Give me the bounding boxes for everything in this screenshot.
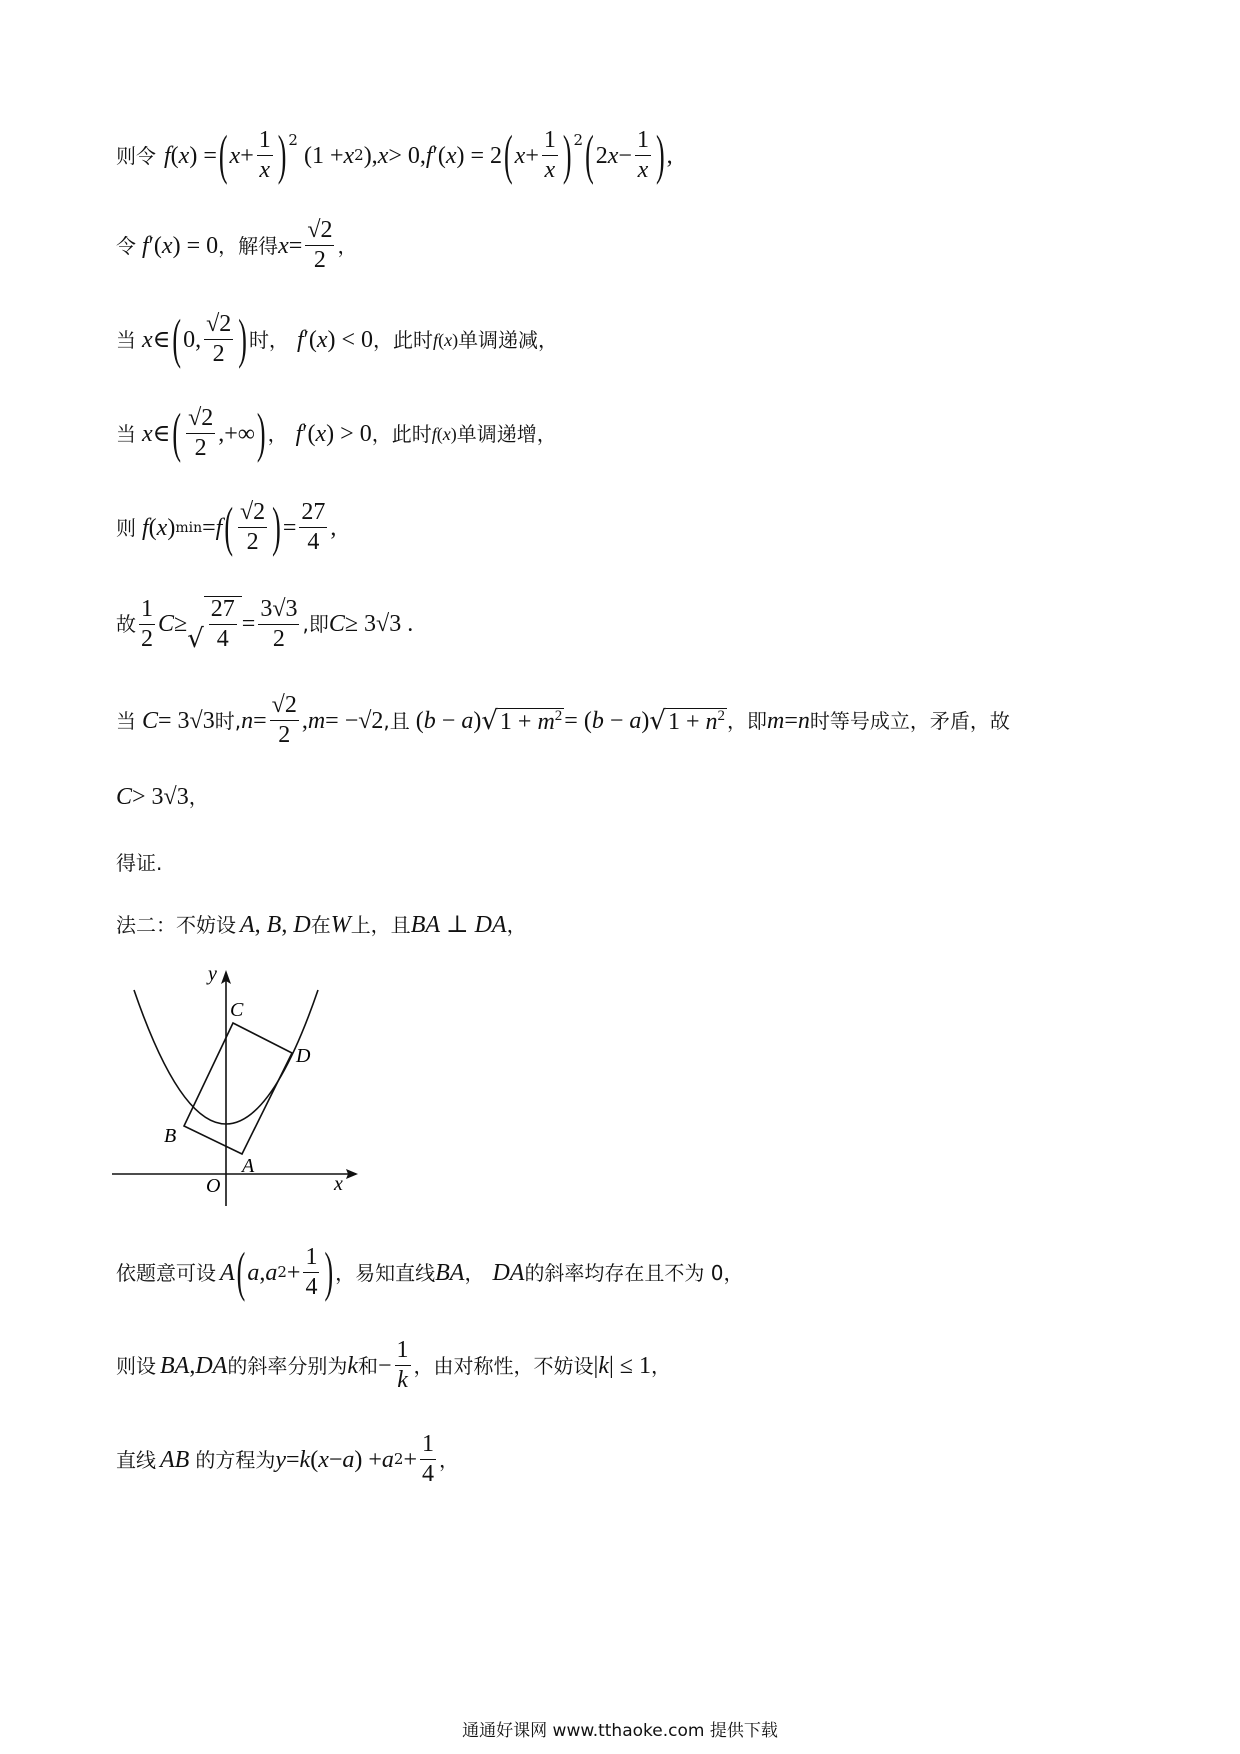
math: ) = 0 bbox=[172, 232, 219, 259]
math: = −√2 bbox=[325, 707, 384, 734]
math: A bbox=[220, 1259, 235, 1286]
math: 2 bbox=[595, 142, 608, 169]
text: ，即 bbox=[726, 708, 767, 733]
math: ,+∞ bbox=[218, 420, 255, 447]
text: 令 bbox=[116, 233, 136, 258]
fraction: $\frac{1}{4}$ bbox=[422, 1431, 435, 1488]
math: f bbox=[296, 326, 304, 353]
math: > 0, bbox=[388, 142, 426, 169]
fraction: $\frac{1}{x}$ bbox=[258, 127, 271, 184]
math: y bbox=[275, 1446, 286, 1473]
text: ， bbox=[439, 1447, 460, 1472]
paren: ( bbox=[236, 1241, 246, 1303]
math: f bbox=[215, 514, 223, 541]
math: n bbox=[241, 707, 254, 734]
text: ，此时 bbox=[371, 421, 432, 446]
math: 2 bbox=[573, 131, 584, 150]
text: 则设 bbox=[116, 1353, 156, 1378]
math: x bbox=[142, 326, 153, 353]
math: |k| ≤ 1 bbox=[593, 1352, 651, 1379]
math: ) = 2 bbox=[456, 142, 502, 169]
fraction: $\frac{1}{k}$ bbox=[396, 1337, 409, 1394]
line-8 bbox=[116, 785, 209, 809]
text: 当 bbox=[116, 421, 136, 446]
paren: ( bbox=[218, 124, 228, 186]
text: ,且 bbox=[383, 708, 410, 733]
math: − bbox=[377, 1352, 392, 1379]
math: 2 bbox=[288, 131, 298, 150]
text: ,即 bbox=[302, 612, 329, 637]
label-d: D bbox=[296, 1045, 311, 1067]
math: ≥ 3√3 . bbox=[344, 611, 414, 638]
math: m bbox=[766, 707, 785, 734]
math: − bbox=[618, 142, 632, 169]
line-5 bbox=[116, 496, 337, 558]
paren: ( bbox=[172, 308, 182, 370]
fraction: $\frac{27}{4}$ bbox=[301, 499, 326, 556]
math: x bbox=[142, 420, 153, 447]
page-footer: 通通好课网 www.tthaoke.com 提供下载 bbox=[462, 1721, 778, 1741]
fraction: $\frac{3√3}{2}$ bbox=[260, 595, 298, 652]
paren: ) bbox=[324, 1241, 334, 1303]
text: 当 bbox=[116, 708, 136, 733]
line-2 bbox=[116, 218, 357, 273]
math: x bbox=[607, 142, 619, 169]
paren: ( bbox=[585, 124, 594, 186]
math: min bbox=[175, 519, 203, 536]
fraction: $\frac{1}{x}$ bbox=[543, 127, 556, 184]
math: x bbox=[229, 142, 241, 169]
math: C bbox=[116, 784, 133, 810]
line-1 bbox=[116, 124, 673, 186]
label-a: A bbox=[242, 1155, 255, 1177]
math: ′( bbox=[148, 232, 162, 259]
math: A, B, D bbox=[240, 912, 311, 938]
math: x bbox=[178, 142, 190, 169]
math: ) = bbox=[189, 142, 217, 169]
text: 在 bbox=[310, 913, 331, 937]
fraction: $\frac{√2}{2}$ bbox=[271, 692, 297, 749]
fraction: $\frac{1}{4}$ bbox=[305, 1244, 318, 1301]
math: f bbox=[425, 142, 433, 169]
math: k bbox=[347, 1352, 358, 1379]
math: − bbox=[328, 1446, 343, 1473]
math: ) < 0 bbox=[327, 326, 374, 353]
math: (b − a) bbox=[415, 707, 482, 734]
math: n bbox=[797, 707, 810, 734]
math: , bbox=[330, 514, 337, 541]
math: , bbox=[666, 142, 673, 169]
math: ( bbox=[310, 1446, 319, 1473]
text: 故 bbox=[116, 612, 136, 637]
text: 的斜率分别为 bbox=[227, 1353, 348, 1378]
text: 单调递增， bbox=[456, 421, 557, 446]
line-7 bbox=[116, 693, 1010, 748]
math: x bbox=[315, 420, 327, 447]
math: 2 bbox=[393, 1450, 404, 1469]
paren: ) bbox=[272, 496, 281, 558]
paren: ( bbox=[172, 402, 182, 464]
line-6 bbox=[116, 595, 414, 655]
math: C bbox=[158, 611, 175, 638]
math: AB bbox=[160, 1446, 190, 1473]
math: 0, bbox=[183, 326, 202, 353]
paren: ( bbox=[224, 496, 233, 558]
line-10 bbox=[116, 913, 527, 937]
text: 单调递减， bbox=[458, 327, 559, 352]
math: BA bbox=[160, 1352, 190, 1379]
math: = bbox=[285, 1446, 300, 1473]
math: f bbox=[295, 420, 303, 447]
math: C bbox=[328, 611, 345, 638]
math: x bbox=[156, 514, 168, 541]
math: x bbox=[514, 142, 526, 169]
math: > 3√3 bbox=[132, 784, 189, 810]
text: 的方程为 bbox=[195, 1447, 276, 1472]
math: a bbox=[247, 1259, 260, 1286]
math: ′( bbox=[302, 420, 316, 447]
math: f bbox=[142, 514, 149, 541]
math: x bbox=[343, 142, 355, 169]
math: = bbox=[282, 514, 297, 541]
math: ∈ bbox=[152, 420, 171, 447]
text: 时, bbox=[214, 708, 242, 733]
label-origin: O bbox=[206, 1175, 221, 1197]
line-4 bbox=[116, 402, 557, 464]
math: 2 bbox=[354, 146, 364, 165]
label-b: B bbox=[164, 1125, 177, 1147]
text: ，此时 bbox=[373, 327, 434, 352]
square-abcd bbox=[184, 1023, 292, 1154]
math: ′( bbox=[432, 142, 446, 169]
text: ， bbox=[650, 1353, 671, 1378]
sqrt: √ $1 + n^2$ bbox=[649, 705, 725, 736]
line-9 bbox=[116, 853, 162, 873]
label-x: x bbox=[334, 1173, 343, 1195]
math: x bbox=[161, 232, 173, 259]
label-y: y bbox=[208, 968, 217, 985]
math: (1 + bbox=[303, 142, 344, 169]
math: f bbox=[164, 142, 171, 169]
math: = bbox=[202, 514, 216, 541]
text: 的斜率均存在且不为 0， bbox=[524, 1260, 744, 1285]
math: = 3√3 bbox=[158, 707, 215, 734]
text: 时等号成立，矛盾，故 bbox=[809, 708, 1010, 733]
math: ∈ bbox=[152, 326, 171, 353]
text: 当 bbox=[116, 327, 136, 352]
paren: ( bbox=[504, 124, 513, 186]
label-c: C bbox=[230, 999, 244, 1021]
text: ， bbox=[464, 1260, 485, 1285]
text: 依题意可设 bbox=[116, 1260, 216, 1285]
fraction: $\frac{√2}{2}$ bbox=[206, 311, 232, 368]
math: 2 bbox=[277, 1263, 287, 1282]
text: 和 bbox=[357, 1353, 378, 1378]
paren: ) bbox=[277, 124, 287, 186]
paren: ) bbox=[256, 402, 266, 464]
math: = (b − a) bbox=[564, 707, 650, 734]
text: 得证. bbox=[116, 851, 163, 875]
math: = bbox=[784, 707, 798, 734]
math: DA bbox=[492, 1259, 525, 1286]
fraction: $\frac{√2}{2}$ bbox=[307, 217, 333, 274]
math: ), bbox=[363, 142, 378, 169]
text: ，易知直线 bbox=[335, 1260, 436, 1285]
math: + bbox=[286, 1259, 301, 1286]
paren: ) bbox=[562, 124, 572, 186]
math: + bbox=[240, 142, 254, 169]
text: 上，且 bbox=[350, 913, 411, 937]
text: ，解得 bbox=[218, 233, 279, 258]
text: ， bbox=[267, 421, 288, 446]
math: f bbox=[142, 232, 149, 259]
text: ， bbox=[337, 233, 358, 258]
line-13 bbox=[116, 1432, 459, 1487]
fraction: $\frac{√2}{2}$ bbox=[240, 499, 266, 556]
fraction: $\frac{1}{x}$ bbox=[636, 127, 649, 184]
fraction: $\frac{√2}{2}$ bbox=[188, 405, 214, 462]
sqrt: √ $1 + m^2$ bbox=[481, 705, 563, 736]
math: x bbox=[316, 326, 328, 353]
math: + bbox=[525, 142, 539, 169]
math: a bbox=[342, 1446, 355, 1473]
paren: ) bbox=[238, 308, 247, 370]
math: BA bbox=[435, 1259, 465, 1286]
math: x bbox=[318, 1446, 329, 1473]
math: BA ⊥ DA bbox=[410, 912, 507, 938]
math: C bbox=[142, 707, 159, 734]
math: + bbox=[403, 1446, 418, 1473]
math: x bbox=[278, 232, 289, 259]
math: ( bbox=[170, 142, 179, 169]
math: ≥ bbox=[174, 611, 188, 638]
math: x bbox=[445, 142, 457, 169]
math: k bbox=[299, 1446, 311, 1473]
paren: ) bbox=[655, 124, 665, 186]
math: ) bbox=[167, 514, 176, 541]
fraction: $\frac{1}{2}$ bbox=[141, 595, 153, 652]
math: , bbox=[259, 1259, 266, 1286]
math: m bbox=[307, 707, 326, 734]
text: 时， bbox=[248, 327, 289, 352]
math: ) > 0 bbox=[326, 420, 372, 447]
math: f(x) bbox=[433, 329, 459, 350]
line-12 bbox=[116, 1338, 671, 1393]
sqrt: √ $\frac{27}{4}$ bbox=[187, 596, 242, 652]
math: a bbox=[381, 1446, 394, 1473]
line-11 bbox=[116, 1241, 744, 1303]
math: x bbox=[377, 142, 389, 169]
math: ) + bbox=[354, 1446, 382, 1473]
math: DA bbox=[195, 1352, 228, 1379]
math: = bbox=[253, 707, 267, 734]
math: f(x) bbox=[431, 423, 457, 444]
parabola-figure bbox=[108, 968, 368, 1208]
text: ， bbox=[506, 913, 527, 937]
text: ，由对称性，不妨设 bbox=[413, 1353, 594, 1378]
text: 直线 bbox=[116, 1447, 156, 1472]
text: ， bbox=[188, 785, 209, 809]
line-3 bbox=[116, 308, 559, 370]
math: = bbox=[288, 232, 303, 259]
math: = bbox=[241, 611, 256, 638]
math: , bbox=[189, 1352, 196, 1379]
math: ′( bbox=[303, 326, 317, 353]
math: W bbox=[330, 912, 351, 938]
text: 法二：不妨设 bbox=[116, 913, 236, 937]
math: a bbox=[265, 1259, 278, 1286]
text: 则令 bbox=[116, 143, 156, 168]
math: , bbox=[301, 707, 308, 734]
text: 则 bbox=[116, 515, 136, 540]
math: ( bbox=[148, 514, 157, 541]
